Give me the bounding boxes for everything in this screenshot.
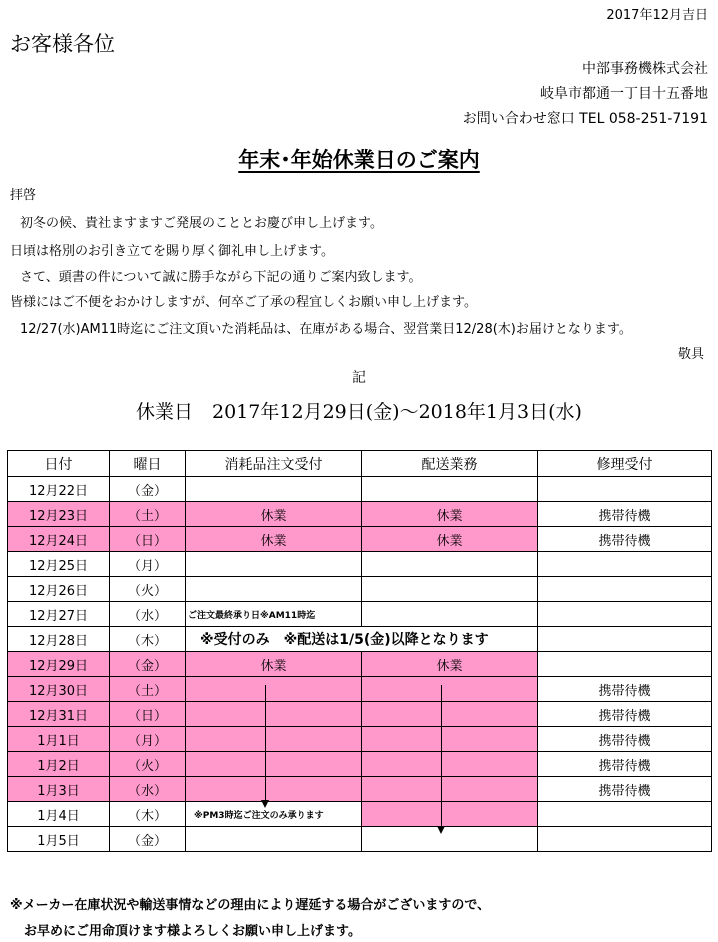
- recipient: お客様各位: [10, 32, 115, 56]
- row-repair: [538, 652, 712, 677]
- row-day: （水）: [110, 602, 186, 627]
- delivery-closure-arrowhead: [437, 826, 445, 834]
- row-date: 12月30日: [8, 677, 110, 702]
- row-date: 1月2日: [8, 752, 110, 777]
- row-delivery: [362, 552, 538, 577]
- row-day: （日）: [110, 702, 186, 727]
- row-order: 休業: [186, 527, 362, 552]
- row-note: ※受付のみ ※配送は1/5(金)以降となります: [186, 627, 538, 652]
- row-date: 12月25日: [8, 552, 110, 577]
- table-row: [8, 577, 712, 602]
- col-header-order: 消耗品注文受付: [186, 451, 362, 477]
- table-header-row: [8, 451, 712, 477]
- table-row: [8, 802, 712, 827]
- row-delivery: [362, 702, 538, 727]
- order-closure-arrowhead: [261, 800, 269, 808]
- closure-period: 休業日 2017年12月29日(金)～2018年1月3日(水): [136, 401, 582, 423]
- row-delivery: [362, 677, 538, 702]
- row-day: （火）: [110, 752, 186, 777]
- row-day: （月）: [110, 552, 186, 577]
- row-date: 1月1日: [8, 727, 110, 752]
- row-repair: [538, 827, 712, 852]
- row-order: [186, 702, 362, 727]
- row-repair: 携帯待機: [538, 502, 712, 527]
- row-delivery: [362, 827, 538, 852]
- row-date: 12月24日: [8, 527, 110, 552]
- table-row: [8, 477, 712, 502]
- row-order: ご注文最終承り日※AM11時迄: [186, 602, 362, 627]
- company-name: 中部事務機株式会社: [582, 61, 708, 77]
- table-row: [8, 502, 712, 527]
- row-order: [186, 577, 362, 602]
- row-repair: 携帯待機: [538, 527, 712, 552]
- col-header-day: 曜日: [110, 451, 186, 477]
- row-delivery: [362, 602, 538, 627]
- schedule-table: [7, 450, 712, 852]
- col-header-delivery: 配送業務: [362, 451, 538, 477]
- row-date: 12月29日: [8, 652, 110, 677]
- row-repair: 携帯待機: [538, 727, 712, 752]
- table-row: [8, 552, 712, 577]
- row-date: 1月3日: [8, 777, 110, 802]
- delivery-closure-arrow-line: [441, 685, 442, 827]
- body-line-6: 12/27(水)AM11時迄にご注文頂いた消耗品は、在庫がある場合、翌営業日12/28(木)お届けとなります。: [20, 322, 632, 337]
- row-day: （月）: [110, 727, 186, 752]
- row-order: [186, 477, 362, 502]
- row-delivery: [362, 477, 538, 502]
- col-header-date: 日付: [8, 451, 110, 477]
- table-row: [8, 652, 712, 677]
- row-order: ※PM3時迄ご注文のみ承ります: [186, 802, 362, 827]
- row-day: （金）: [110, 477, 186, 502]
- page-title: 年末･年始休業日のご案内: [238, 148, 480, 172]
- row-delivery: [362, 752, 538, 777]
- row-order: 休業: [186, 502, 362, 527]
- row-order: [186, 827, 362, 852]
- table-row: [8, 627, 712, 652]
- row-date: 1月5日: [8, 827, 110, 852]
- row-order: [186, 677, 362, 702]
- ki-heading: 記: [352, 370, 366, 386]
- body-line-4: さて、頭書の件について誠に勝手ながら下記の通りご案内致します。: [20, 270, 422, 285]
- row-day: （土）: [110, 677, 186, 702]
- row-date: 12月23日: [8, 502, 110, 527]
- company-address: 岐阜市都通一丁目十五番地: [540, 86, 708, 102]
- row-delivery: [362, 727, 538, 752]
- row-delivery: 休業: [362, 502, 538, 527]
- row-order: [186, 777, 362, 802]
- row-repair: [538, 577, 712, 602]
- row-repair: 携帯待機: [538, 777, 712, 802]
- row-repair: [538, 802, 712, 827]
- body-line-5: 皆様にはご不便をおかけしますが、何卒ご了承の程宜しくお願い申し上げます。: [10, 295, 477, 310]
- row-repair: [538, 627, 712, 652]
- footer-note-2: お早めにご用命頂けます様よろしくお願い申し上げます。: [24, 924, 361, 939]
- table-row: [8, 752, 712, 777]
- table-row: [8, 527, 712, 552]
- body-line-3: 日頃は格別のお引き立てを賜り厚く御礼申し上げます。: [10, 244, 334, 259]
- row-repair: [538, 602, 712, 627]
- row-order: [186, 727, 362, 752]
- row-date: 12月22日: [8, 477, 110, 502]
- row-delivery: 休業: [362, 527, 538, 552]
- body-line-2: 初冬の候、貴社ますますご発展のこととお慶び申し上げます。: [20, 216, 383, 231]
- row-day: （金）: [110, 652, 186, 677]
- row-date: 12月27日: [8, 602, 110, 627]
- row-date: 12月28日: [8, 627, 110, 652]
- row-repair: 携帯待機: [538, 752, 712, 777]
- letter-date: 2017年12月吉日: [606, 8, 708, 23]
- col-header-repair: 修理受付: [538, 451, 712, 477]
- table-row: [8, 727, 712, 752]
- row-delivery: [362, 777, 538, 802]
- row-day: （金）: [110, 827, 186, 852]
- row-day: （日）: [110, 527, 186, 552]
- body-line-1: 拝啓: [10, 188, 37, 203]
- contact-line: お問い合わせ窓口 TEL 058-251-7191: [462, 111, 708, 127]
- row-date: 12月26日: [8, 577, 110, 602]
- footer-note-1: ※メーカー在庫状況や輸送事情などの理由により遅延する場合がございますので、: [10, 898, 491, 913]
- row-repair: 携帯待機: [538, 702, 712, 727]
- row-delivery: 休業: [362, 652, 538, 677]
- row-date: 1月4日: [8, 802, 110, 827]
- row-repair: [538, 552, 712, 577]
- row-delivery: [362, 802, 538, 827]
- row-order: [186, 752, 362, 777]
- row-date: 12月31日: [8, 702, 110, 727]
- row-day: （土）: [110, 502, 186, 527]
- table-row: [8, 777, 712, 802]
- row-day: （火）: [110, 577, 186, 602]
- row-day: （木）: [110, 627, 186, 652]
- order-closure-arrow-line: [265, 685, 266, 801]
- closing-keigu: 敬具: [677, 347, 704, 362]
- table-row: [8, 677, 712, 702]
- table-row: [8, 602, 712, 627]
- row-repair: [538, 477, 712, 502]
- row-repair: 携帯待機: [538, 677, 712, 702]
- row-day: （水）: [110, 777, 186, 802]
- table-row: [8, 702, 712, 727]
- row-delivery: [362, 577, 538, 602]
- table-row: [8, 827, 712, 852]
- row-order: 休業: [186, 652, 362, 677]
- row-day: （木）: [110, 802, 186, 827]
- row-order: [186, 552, 362, 577]
